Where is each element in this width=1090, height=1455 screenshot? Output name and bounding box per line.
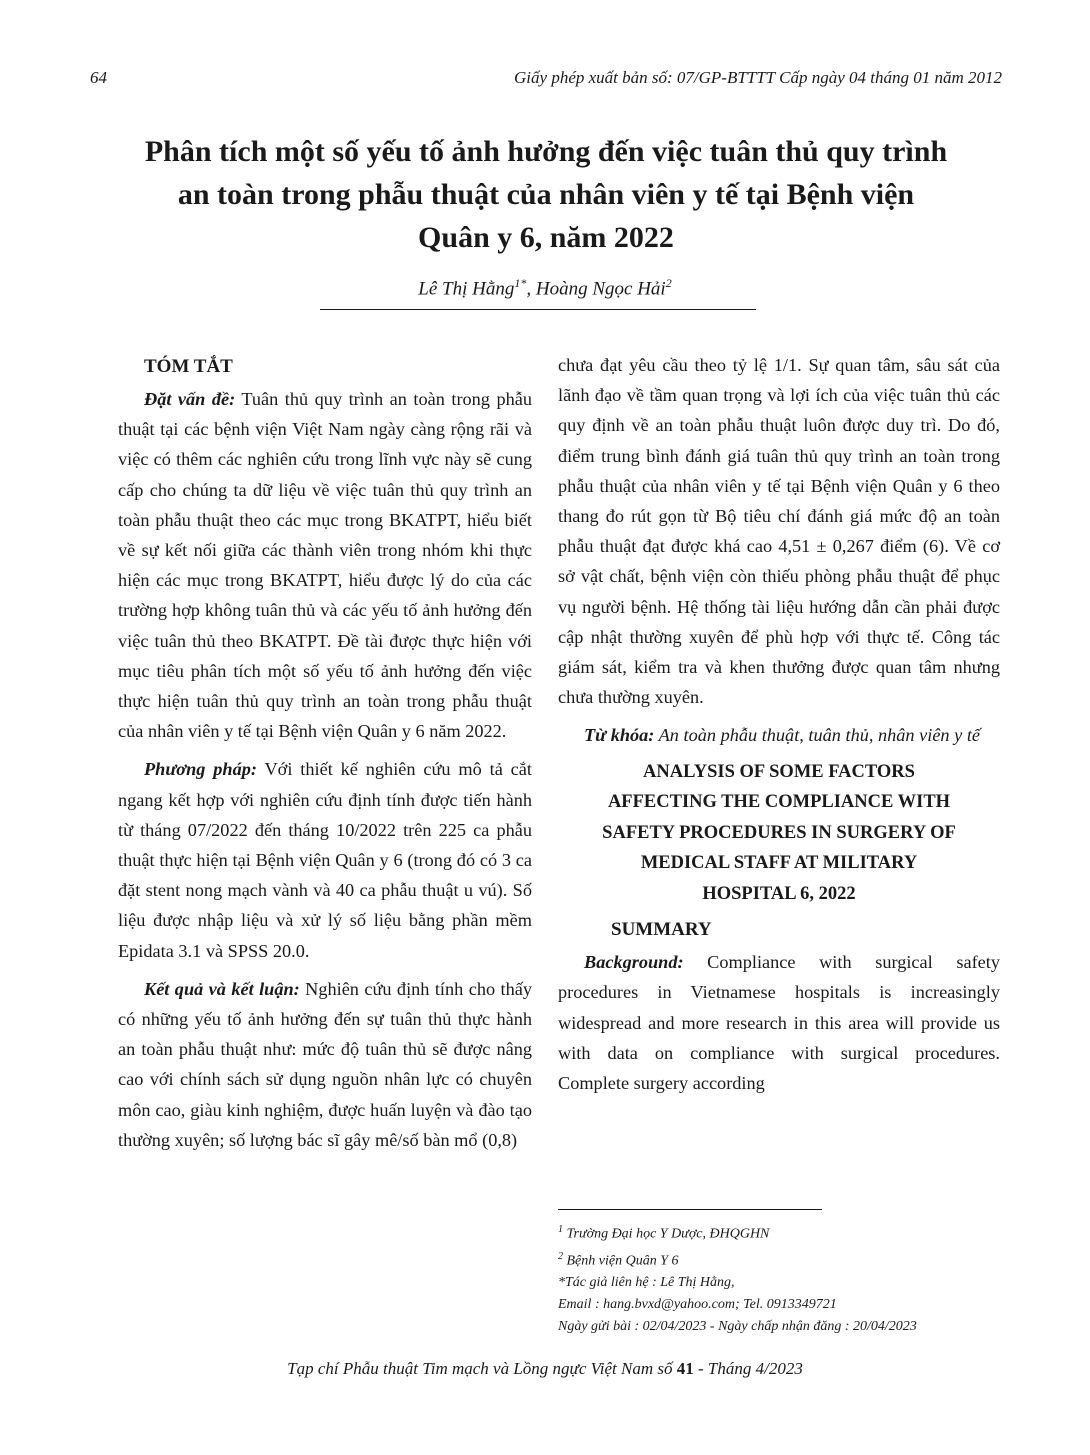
- left-column: [118, 350, 532, 1155]
- summary-heading-vi: TÓM TẮT: [144, 356, 233, 377]
- english-title-line: SAFETY PROCEDURES IN SURGERY OF: [602, 822, 956, 843]
- background-paragraph: [118, 384, 532, 746]
- author-divider: [320, 309, 756, 310]
- english-title-line: MEDICAL STAFF AT MILITARY: [640, 853, 918, 874]
- english-title: [558, 757, 1000, 910]
- footnote-text: Bệnh viện Quân Y 6: [563, 1253, 679, 1269]
- title-line: Quân y 6, năm 2022: [418, 221, 674, 254]
- background-lead: Đặt vấn đề:: [144, 389, 236, 409]
- background-text: Tuân thủ quy trình an toàn trong phẫu thuật tại các bệnh viện Việt Nam ngày càng rộng rãi và việc có thêm các nghiên cứu trong lĩnh vực này sẽ cung cấp cho chúng ta dữ liệu về việc tuân thủ quy trình an toàn phẫu thuật theo các mục trong BKATPT, hiểu biết về sự kết nối giữa các thành viên trong nhóm khi thực hiện các mục trong BKATPT, hiểu được lý do của các trường hợp không tuân thủ và các yếu tố ảnh hưởng đến việc tuân thủ theo BKATPT. Đề tài được thực hiện với mục tiêu phân tích một số yếu tố ảnh hưởng đến việc thực hiện tuân thủ quy trình an toàn trong phẫu thuật của nhân viên y tế tại Bệnh viện Quân y 6 năm 2022.: [118, 389, 532, 742]
- title-line: an toàn trong phẫu thuật của nhân viên y tế tại Bệnh viện: [177, 178, 915, 211]
- footnote-divider: [558, 1209, 822, 1210]
- submission-dates: Ngày gửi bài : 02/04/2023 - Ngày chấp nhận đăng : 20/04/2023: [558, 1319, 917, 1335]
- summary-heading-en: SUMMARY: [611, 919, 712, 941]
- footnote-mark: 2: [558, 1250, 563, 1262]
- issue-month: Tháng 4/2023: [707, 1359, 803, 1378]
- author-affiliation-mark: 2: [665, 276, 672, 290]
- author-name: Lê Thị Hằng: [418, 278, 515, 300]
- author-separator: ,: [526, 278, 536, 300]
- author-line: [0, 276, 1090, 300]
- journal-name: Tạp chí Phẫu thuật Tim mạch và Lồng ngực Việt Nam số: [287, 1359, 677, 1378]
- result-text: Nghiên cứu định tính cho thấy có những yếu tố ảnh hưởng đến sự tuân thủ thực hành an toàn phẫu thuật như: mức độ tuân thủ sẽ được nâng cao với chính sách sử dụng nguồn nhân lực có chuyên môn cao, giàu kinh nghiệm, được huấn luyện và đào tạo thường xuyên; số lượng bác sĩ gây mê/số bàn mổ (0,8): [118, 978, 532, 1150]
- right-column: [558, 350, 1000, 1098]
- keywords-paragraph: [558, 720, 1000, 750]
- corresponding-author: *Tác giả liên hệ : Lê Thị Hằng,: [558, 1275, 735, 1291]
- title-line: Phân tích một số yếu tố ảnh hưởng đến việc tuân thủ quy trình: [144, 135, 948, 168]
- english-title-line: HOSPITAL 6, 2022: [702, 883, 856, 904]
- running-header: [90, 68, 1002, 94]
- english-background-text: Compliance with surgical safety procedures in Vietnamese hospitals is increasingly widespread and more research in this area will provide us with data on compliance with surgical procedures. Complete surgery according: [558, 952, 1000, 1093]
- keywords-text: An toàn phẫu thuật, tuân thủ, nhân viên y tế: [654, 725, 981, 746]
- english-title-line: ANALYSIS OF SOME FACTORS: [643, 761, 915, 782]
- page-number: 64: [90, 68, 107, 87]
- article-title: [70, 130, 1022, 259]
- keywords-lead: Từ khóa:: [584, 725, 655, 746]
- english-title-line: AFFECTING THE COMPLIANCE WITH: [607, 792, 951, 813]
- english-background-lead: Background:: [584, 952, 684, 973]
- result-lead: Kết quả và kết luận:: [144, 978, 300, 999]
- footnote-affiliation-1: [558, 1219, 1000, 1246]
- method-text: Với thiết kế nghiên cứu mô tả cắt ngang kết hợp với nghiên cứu định tính được tiến hành từ tháng 07/2022 đến tháng 10/2022 trên 225 ca phẫu thuật thực hiện tại Bệnh viện Quân y 6 (trong đó có 3 ca đặt stent nong mạch vành và 40 ca phẫu thuật u vú). Số liệu được nhập liệu và xử lý số liệu bằng phần mềm Epidata 3.1 và SPSS 20.0.: [118, 759, 532, 961]
- footnote-affiliation-2: [558, 1246, 1000, 1273]
- footer-separator: -: [693, 1359, 708, 1378]
- result-continued-paragraph: chưa đạt yêu cầu theo tỷ lệ 1/1. Sự quan tâm, sâu sát của lãnh đạo về tầm quan trọng và lợi ích của việc tuân thủ các quy định về an toàn phẫu thuật luôn được duy trì. Do đó, điểm trung bình đánh giá tuân thủ quy trình an toàn trong phẫu thuật của nhân viên y tế tại Bệnh viện Quân y 6 theo thang đo rút gọn từ Bộ tiêu chí đánh giá mức độ an toàn phẫu thuật đạt được khá cao 4,51 ± 0,267 điểm (6). Về cơ sở vật chất, bệnh viện còn thiếu phòng phẫu thuật để phục vụ người bệnh. Hệ thống tài liệu hướng dẫn cần phải được cập nhật thường xuyên để phù hợp với thực tế. Công tác giám sát, kiểm tra và khen thưởng được quan tâm nhưng chưa thường xuyên.: [558, 355, 1000, 708]
- footnotes: [558, 1219, 1000, 1338]
- footnote-mark: 1: [558, 1224, 563, 1235]
- author-name: Hoàng Ngọc Hải: [535, 278, 666, 300]
- contact-info: Email : hang.bvxd@yahoo.com; Tel. 0913349721: [558, 1297, 837, 1313]
- result-paragraph: [118, 974, 532, 1155]
- license-line: Giấy phép xuất bản số: 07/GP-BTTTT Cấp ngày 04 tháng 01 năm 2012: [514, 68, 1002, 87]
- running-footer: [0, 1359, 1090, 1379]
- author-affiliation-mark: 1*: [514, 276, 527, 290]
- issue-number: 41: [676, 1359, 694, 1378]
- method-paragraph: [118, 754, 532, 965]
- method-lead: Phương pháp:: [144, 759, 257, 780]
- footnote-text: Trường Đại học Y Dược, ĐHQGHN: [563, 1226, 770, 1242]
- english-background-paragraph: [558, 947, 1000, 1098]
